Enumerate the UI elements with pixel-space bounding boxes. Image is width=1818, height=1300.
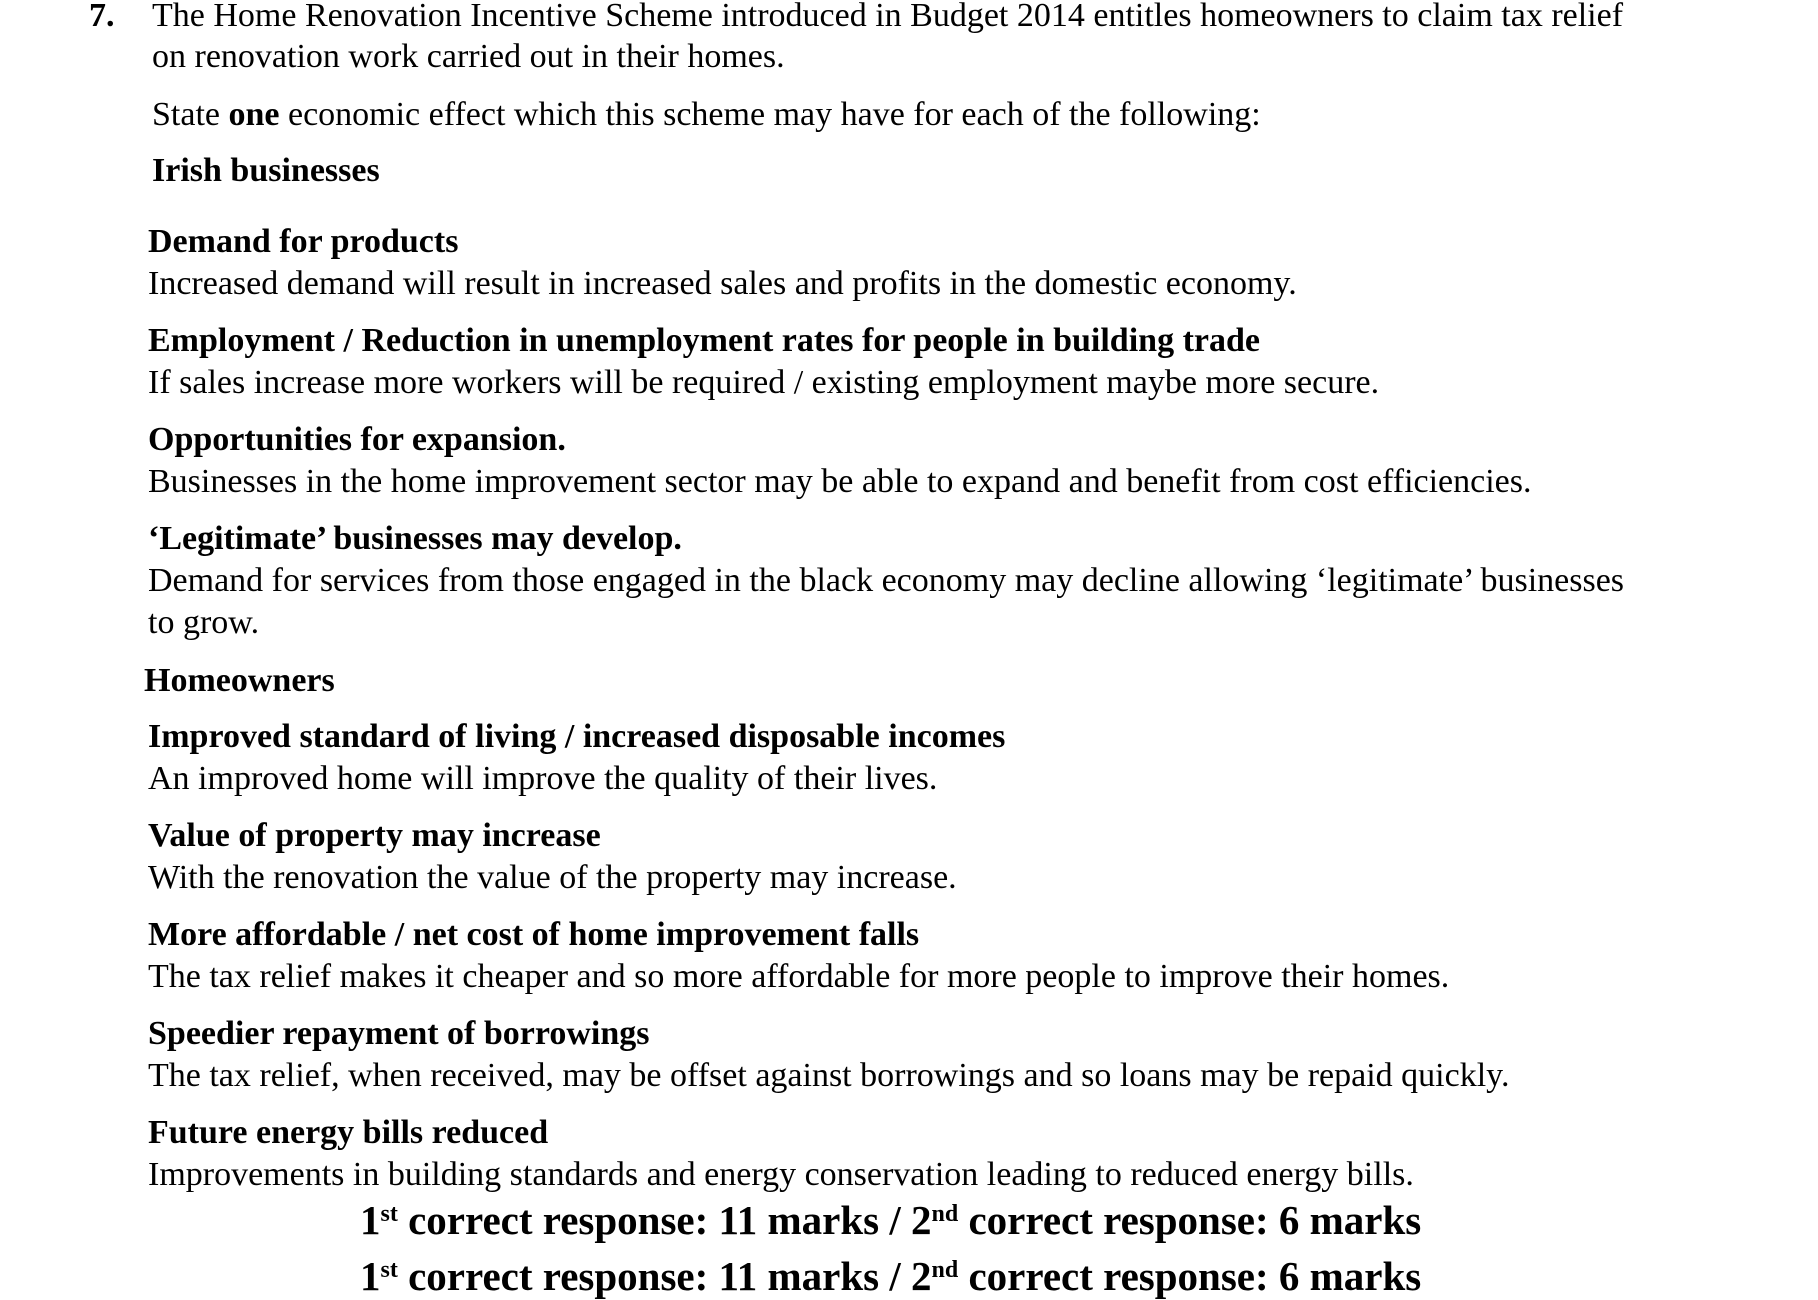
ordinal-suffix: st — [380, 1257, 398, 1283]
item-title: Value of property may increase — [148, 817, 601, 854]
marking-scheme-line — [360, 1252, 1421, 1300]
ordinal-suffix: st — [380, 1201, 398, 1227]
item-text: Improvements in building standards and energy conservation leading to reduced energy bills. — [148, 1156, 1414, 1193]
ordinal-suffix: nd — [931, 1257, 959, 1283]
ordinal-number: 2 — [911, 1197, 932, 1243]
section-heading-irish-businesses: Irish businesses — [152, 152, 380, 189]
item-text-line-2: to grow. — [148, 604, 260, 641]
marks-text: correct response: 11 marks / — [397, 1253, 912, 1299]
question-instruction — [152, 95, 1261, 135]
item-title: Opportunities for expansion. — [148, 421, 566, 458]
item-text: Businesses in the home improvement sector may be able to expand and benefit from cost efficiencies. — [148, 463, 1532, 500]
item-text: The tax relief makes it cheaper and so more affordable for more people to improve their homes. — [148, 958, 1450, 995]
ordinal-number: 2 — [911, 1253, 932, 1299]
item-text: Demand for services from those engaged in the black economy may decline allowing ‘legitimate’ businesses — [148, 562, 1625, 599]
ordinal-number: 1 — [360, 1197, 381, 1243]
instruction-pre: State — [152, 96, 229, 133]
item-title: Improved standard of living / increased disposable incomes — [148, 718, 1006, 755]
item-title: More affordable / net cost of home improvement falls — [148, 916, 920, 953]
instruction-emphasis: one — [228, 96, 280, 133]
question-intro-line-2: on renovation work carried out in their homes. — [152, 38, 785, 75]
marks-text: correct response: 6 marks — [958, 1197, 1422, 1243]
item-title: Demand for products — [148, 223, 459, 260]
item-text: An improved home will improve the quality of their lives. — [148, 760, 938, 797]
ordinal-number: 1 — [360, 1253, 381, 1299]
item-title: Future energy bills reduced — [148, 1114, 549, 1151]
marking-scheme-line — [360, 1196, 1421, 1244]
item-text: The tax relief, when received, may be offset against borrowings and so loans may be repaid quickly. — [148, 1057, 1510, 1094]
marks-text: correct response: 11 marks / — [397, 1197, 912, 1243]
section-heading-homeowners: Homeowners — [144, 662, 335, 699]
item-title: ‘Legitimate’ businesses may develop. — [148, 520, 682, 557]
marks-text: correct response: 6 marks — [958, 1253, 1422, 1299]
question-intro-line-1: The Home Renovation Incentive Scheme introduced in Budget 2014 entitles homeowners to claim tax relief — [152, 0, 1624, 34]
instruction-post: economic effect which this scheme may have for each of the following: — [279, 96, 1261, 133]
ordinal-suffix: nd — [931, 1201, 959, 1227]
item-title: Employment / Reduction in unemployment rates for people in building trade — [148, 322, 1260, 359]
item-text: With the renovation the value of the property may increase. — [148, 859, 957, 896]
item-text: Increased demand will result in increased sales and profits in the domestic economy. — [148, 265, 1297, 302]
item-title: Speedier repayment of borrowings — [148, 1015, 650, 1052]
question-number: 7. — [89, 0, 115, 34]
item-text: If sales increase more workers will be required / existing employment maybe more secure. — [148, 364, 1380, 401]
